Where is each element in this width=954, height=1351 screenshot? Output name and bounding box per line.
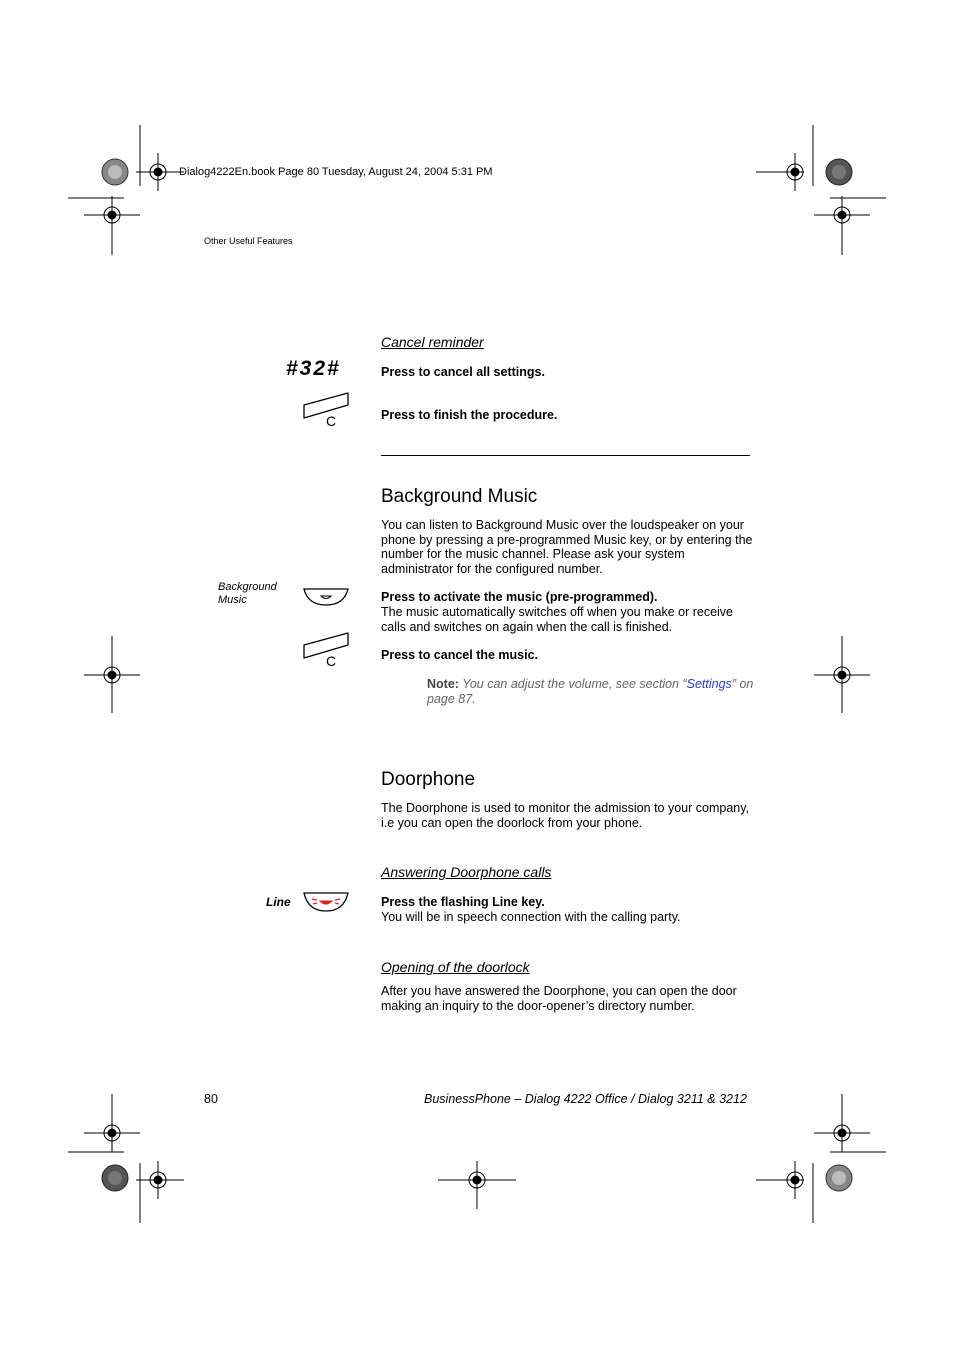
finish-procedure-instruction: Press to finish the procedure. bbox=[381, 408, 558, 422]
opening-doorlock-heading: Opening of the doorlock bbox=[381, 959, 530, 975]
music-switch-off-detail: The music automatically switches off when you make or receive calls and switches on again when the call is finished. bbox=[381, 605, 734, 634]
clear-key-icon bbox=[302, 391, 352, 433]
volume-note bbox=[427, 677, 757, 706]
running-header: Other Useful Features bbox=[204, 236, 293, 246]
flashing-line-instruction: Press the flashing Line key. bbox=[381, 895, 545, 909]
clear-key-letter: C bbox=[326, 653, 337, 669]
activate-music-instruction: Press to activate the music (pre-programmed). bbox=[381, 590, 658, 604]
cancel-settings-instruction: Press to cancel all settings. bbox=[381, 365, 545, 379]
cancel-music-instruction: Press to cancel the music. bbox=[381, 648, 539, 662]
line-key-label: Line bbox=[266, 895, 291, 909]
flashing-line-key-icon bbox=[302, 890, 352, 914]
clear-key-icon bbox=[302, 631, 352, 673]
book-file-header: Dialog4222En.book Page 80 Tuesday, August 24, 2004 5:31 PM bbox=[179, 166, 493, 178]
cancel-reminder-heading: Cancel reminder bbox=[381, 334, 484, 350]
answering-doorphone-heading: Answering Doorphone calls bbox=[381, 864, 552, 880]
background-music-intro: You can listen to Background Music over the loudspeaker on your phone by pressing a pre-programmed Music key, or by entering the number for the music channel. Please ask your system administrator for the configured number. bbox=[381, 518, 753, 576]
settings-link[interactable]: Settings bbox=[686, 677, 732, 691]
note-text-1: You can adjust the volume, see section “ bbox=[458, 677, 687, 691]
background-music-title: Background Music bbox=[381, 486, 538, 507]
note-label: Note: bbox=[427, 677, 459, 691]
code-32-display: #32# bbox=[286, 357, 341, 380]
background-music-key-label: Background Music bbox=[218, 581, 277, 606]
note-text-2: ” on page 87. bbox=[427, 677, 754, 706]
page-number: 80 bbox=[204, 1092, 218, 1106]
clear-key-letter: C bbox=[326, 413, 337, 429]
doorphone-intro: The Doorphone is used to monitor the admission to your company, i.e you can open the doorlock from your phone. bbox=[381, 801, 750, 830]
footer-title: BusinessPhone – Dialog 4222 Office / Dialog 3211 & 3212 bbox=[424, 1092, 747, 1106]
section-divider bbox=[381, 455, 750, 456]
opening-doorlock-text: After you have answered the Doorphone, you can open the door making an inquiry to the door-opener’s directory number. bbox=[381, 984, 737, 1013]
doorphone-title: Doorphone bbox=[381, 769, 476, 790]
music-key-icon bbox=[302, 586, 352, 608]
speech-connection-detail: You will be in speech connection with the calling party. bbox=[381, 910, 681, 924]
